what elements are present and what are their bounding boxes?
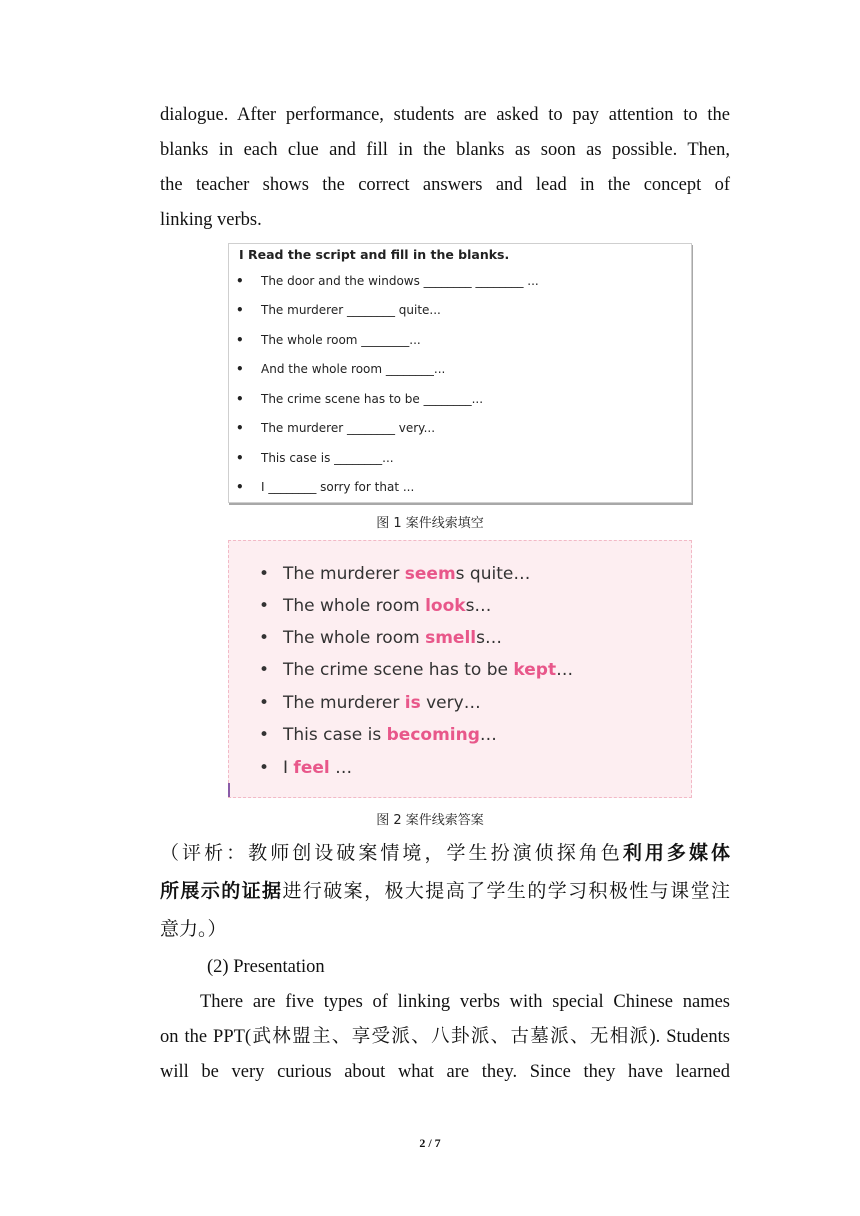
list-item: • I ________ sorry for that ... <box>261 477 414 497</box>
intro-line: the teacher shows the correct answers and lead in the concept of <box>160 175 730 195</box>
figure-1-title: I Read the script and fill in the blanks. <box>239 247 510 262</box>
bullet-icon: • <box>236 362 244 376</box>
bullet-icon: • <box>259 596 270 616</box>
answer-word: seem <box>404 564 456 584</box>
answer-word: becoming <box>386 725 480 745</box>
answer-word: is <box>404 693 421 713</box>
presentation-line: There are five types of linking verbs with special Chinese names <box>200 992 730 1012</box>
list-item: • The whole room smells… <box>283 625 502 651</box>
list-item: • The whole room looks… <box>283 593 491 619</box>
list-item: • The murderer ________ very... <box>261 418 435 438</box>
list-item: • The murderer is very… <box>283 690 481 716</box>
page-number: 2 / 7 <box>419 1136 441 1150</box>
presentation-heading: (2) Presentation <box>207 957 325 977</box>
bullet-icon: • <box>236 421 244 435</box>
bullet-icon: • <box>259 725 270 745</box>
figure-2-answers <box>228 540 692 798</box>
figure-2-caption: 图 2 案件线索答案 <box>376 813 484 828</box>
bullet-icon: • <box>259 660 270 680</box>
analysis-line: 所展示的证据进行破案，极大提高了学生的学习积极性与课堂注 <box>160 880 730 902</box>
analysis-paragraph <box>160 834 730 948</box>
list-item: • The murderer ________ quite... <box>261 300 441 320</box>
intro-line: linking verbs. <box>160 210 262 230</box>
list-item: • I feel … <box>283 755 352 781</box>
answer-word: look <box>425 596 466 616</box>
list-item: • The murderer seems quite… <box>283 561 530 587</box>
figure-1-fill-in-blanks <box>228 243 692 503</box>
presentation-paragraph <box>160 985 730 1090</box>
analysis-line: 意力。） <box>160 918 227 940</box>
bullet-icon: • <box>259 758 270 778</box>
intro-paragraph <box>160 98 730 238</box>
presentation-line: on the PPT(武林盟主、享受派、八卦派、古墓派、无相派). Students <box>160 1027 730 1047</box>
bullet-icon: • <box>259 693 270 713</box>
list-item: • And the whole room ________... <box>261 359 445 379</box>
bullet-icon: • <box>236 274 244 288</box>
bullet-icon: • <box>259 628 270 648</box>
bullet-icon: • <box>236 480 244 494</box>
answer-word: kept <box>513 660 557 680</box>
analysis-emphasis: 所展示的证据 <box>160 880 283 902</box>
intro-line: dialogue. After performance, students are asked to pay attention to the <box>160 105 730 125</box>
list-item: • This case is becoming… <box>283 722 497 748</box>
presentation-line: will be very curious about what are they. Since they have learned <box>160 1062 730 1082</box>
bullet-icon: • <box>236 392 244 406</box>
intro-line: blanks in each clue and fill in the blanks as soon as possible. Then, <box>160 140 730 160</box>
figure-1-caption: 图 1 案件线索填空 <box>376 516 484 531</box>
list-item: • The crime scene has to be kept… <box>283 657 573 683</box>
bullet-icon: • <box>259 564 270 584</box>
bullet-icon: • <box>236 333 244 347</box>
bullet-icon: • <box>236 303 244 317</box>
list-item: • The whole room ________... <box>261 330 421 350</box>
analysis-line: （评析：教师创设破案情境，学生扮演侦探角色利用多媒体 <box>160 842 730 864</box>
list-item: • The door and the windows ________ ________ ... <box>261 271 539 291</box>
bullet-icon: • <box>236 451 244 465</box>
answer-word: smell <box>425 628 477 648</box>
answer-word: feel <box>293 758 330 778</box>
list-item: • The crime scene has to be ________... <box>261 389 483 409</box>
analysis-emphasis: 利用多媒体 <box>622 842 730 864</box>
figure-2-edge-mark <box>228 783 230 797</box>
list-item: • This case is ________... <box>261 448 394 468</box>
